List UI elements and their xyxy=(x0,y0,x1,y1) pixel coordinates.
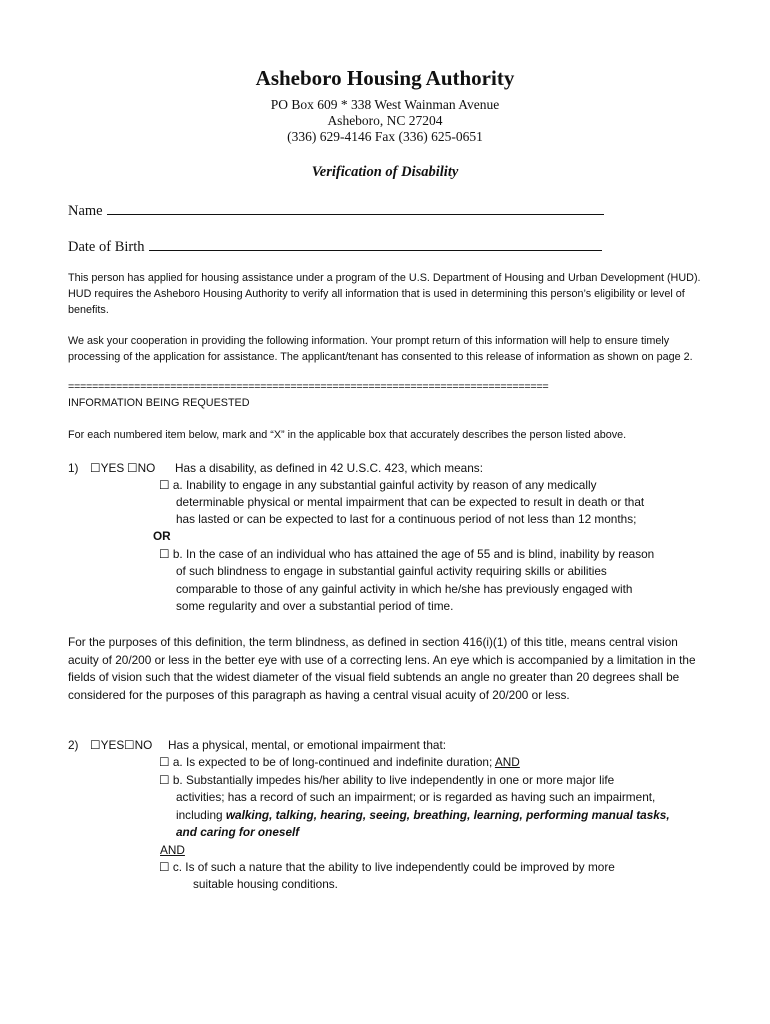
phone-line: (336) 629-4146 Fax (336) 625-0651 xyxy=(287,129,483,144)
item-2-activities-emphasis-line-2: and caring for oneself xyxy=(176,825,300,839)
item-2-no-checkbox[interactable]: ☐NO xyxy=(124,738,153,752)
item-2-lead: Has a physical, mental, or emotional impairment that: xyxy=(168,738,447,752)
document-title: Verification of Disability xyxy=(311,164,459,180)
item-2-and-label: AND xyxy=(160,843,185,857)
item-1-option-b[interactable]: ☐ b. In the case of an individual who has attained the age of 55 and is blind, inability by reason xyxy=(159,547,655,561)
item-2-number: 2) xyxy=(68,738,79,752)
dob-input-line[interactable] xyxy=(149,236,602,251)
address-line-1: PO Box 609 * 338 West Wainman Avenue xyxy=(270,97,500,112)
name-input-line[interactable] xyxy=(107,200,604,215)
item-2-option-b-line-2: activities; has a record of such an impairment; or is regarded as having such an impairment, xyxy=(176,790,656,804)
intro-paragraph-1: This person has applied for housing assistance under a program of the U.S. Department of Housing and Urban Development (HUD). HUD requires the Asheboro Housing Authority to verify all information that is used in determining this person’s eligibility or level of benefits. xyxy=(68,272,701,316)
item-1-lead: Has a disability, as defined in 42 U.S.C. 423, which means: xyxy=(175,461,483,475)
section-heading: INFORMATION BEING REQUESTED xyxy=(68,397,250,409)
item-2-option-a-and: AND xyxy=(494,755,520,769)
item-1-option-a-line-2: determinable physical or mental impairment that can be expected to result in death or that xyxy=(176,495,645,509)
item-2-option-b[interactable]: ☐ b. Substantially impedes his/her ability to live independently in one or more major life xyxy=(159,773,615,787)
item-1-option-b-line-4: some regularity and over a substantial period of time. xyxy=(176,599,454,613)
instructions: For each numbered item below, mark and “X” in the applicable box that accurately describes the person listed above. xyxy=(68,429,627,441)
item-1-or-label: OR xyxy=(153,529,171,543)
dob-field xyxy=(68,236,602,256)
item-1-option-b-line-3: comparable to those of any gainful activity in which he/she has previously engaged with xyxy=(176,582,633,596)
separator: ================================================================================ xyxy=(68,381,549,393)
intro-paragraph-2: We ask your cooperation in providing the following information. Your prompt return of this information will help to ensure timely processing of the application for assistance. The applicant/tenant has consented to this release of information as shown on page 2. xyxy=(68,335,693,363)
item-1-number: 1) xyxy=(68,461,79,475)
address-line-2: Asheboro, NC 27204 xyxy=(327,113,443,128)
item-2-option-b-including: including xyxy=(176,808,223,822)
item-1-option-a-line-3: has lasted or can be expected to last for a continuous period of not less than 12 months; xyxy=(176,512,637,526)
item-2-option-a[interactable] xyxy=(159,755,520,769)
item-1-option-b-line-2: of such blindness to engage in substantial gainful activity requiring skills or abilities xyxy=(176,564,607,578)
item-1-no-checkbox[interactable]: ☐NO xyxy=(127,461,156,475)
page-title: Asheboro Housing Authority xyxy=(255,66,515,90)
item-1-yes-checkbox[interactable]: ☐YES xyxy=(90,461,125,475)
item-2-option-b-line-3 xyxy=(176,808,670,822)
name-field xyxy=(68,200,604,220)
item-1-option-a[interactable]: ☐ a. Inability to engage in any substantial gainful activity by reason of any medically xyxy=(159,478,597,492)
item-2-option-c-line-2: suitable housing conditions. xyxy=(193,877,338,891)
item-2-option-c[interactable]: ☐ c. Is of such a nature that the ability to live independently could be improved by more xyxy=(159,860,615,874)
dob-label: Date of Birth xyxy=(68,239,145,255)
blindness-paragraph: For the purposes of this definition, the term blindness, as defined in section 416(i)(1) of this title, means central vision acuity of 20/200 or less in the better eye with use of a correcting lens. An eye which is accompanied by a limitation in the fields of vision such that the widest diameter of the visual field subtends an angle no greater than 20 degrees shall be considered for the purposes of this paragraph as having a central visual acuity of 20/200 or less. xyxy=(68,635,696,702)
item-2-activities-emphasis: walking, talking, hearing, seeing, breathing, learning, performing manual tasks, xyxy=(225,808,670,822)
name-label: Name xyxy=(68,203,103,219)
item-2-yes-checkbox[interactable]: ☐YES xyxy=(90,738,125,752)
item-2-option-a-text: ☐ a. Is expected to be of long-continued and indefinite duration; xyxy=(159,755,493,769)
